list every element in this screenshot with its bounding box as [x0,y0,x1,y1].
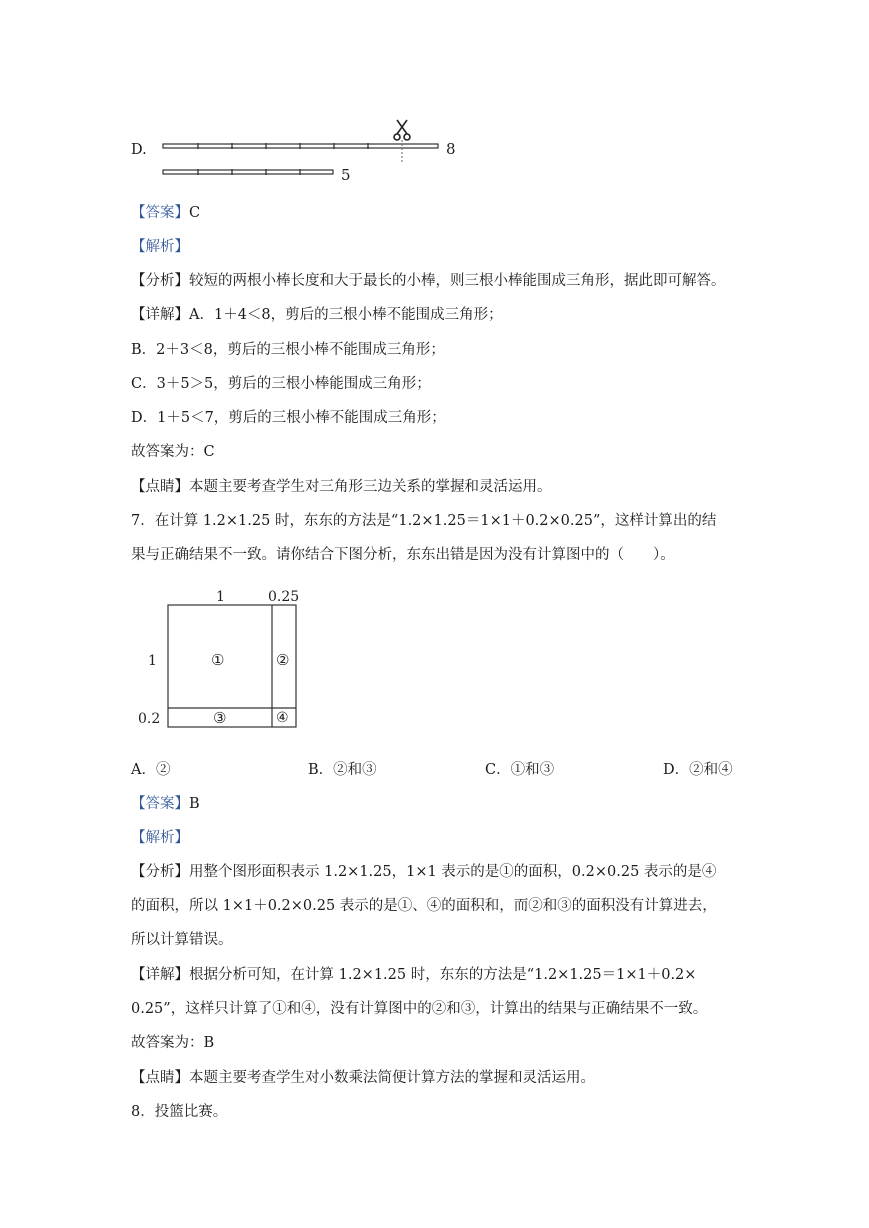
q6-dianjing [131,477,552,497]
short-stick [163,170,333,174]
q7-dianjing [131,1068,595,1088]
q7-option-b: B．②和③ [308,762,377,778]
region-1: ① [211,651,225,669]
xiangjie-a-text: A．1＋4＜8，剪后的三根小棒不能围成三角形； [189,307,503,323]
q6-answer [131,203,200,223]
dianjing-tag: 【点睛】 [131,1070,189,1086]
left-label-1: 1 [148,653,157,669]
top-label-1: 1 [216,589,225,605]
option-d-label: D. [131,142,147,158]
q7-fenxi-line2: 的面积，所以 1×1＋0.2×0.25 表示的是①、④的面积和，而②和③的面积没有计算进去， [131,898,717,914]
q7-stem-line1: 7．在计算 1.2×1.25 时，东东的方法是“1.2×1.25＝1×1＋0.2×0.25”，这样计算出的结 [131,513,717,529]
fenxi-tag: 【分析】 [131,273,189,289]
region-4: ④ [276,710,289,726]
q7-xiangjie-line2: 0.25”，这样只计算了①和④，没有计算图中的②和③，计算出的结果与正确结果不一致。 [131,1001,708,1017]
q6-fenxi [131,271,726,291]
q7-conclusion: 故答案为：B [131,1035,215,1051]
q8-stem: 8．投篮比赛。 [131,1104,228,1120]
scissors-icon [394,120,410,140]
fenxi-tag: 【分析】 [131,864,189,880]
answer-value: B [189,796,200,812]
analysis-tag: 【解析】 [131,239,189,255]
region-2: ② [276,651,290,669]
q6-xiangjie-d: D．1＋5＜7，剪后的三根小棒不能围成三角形； [131,410,446,426]
region-3: ③ [213,709,227,727]
fenxi-text: 较短的两根小棒长度和大于最长的小棒，则三根小棒能围成三角形，据此即可解答。 [189,273,726,289]
q7-stem-line2: 果与正确结果不一致。请你结合下图分析，东东出错是因为没有计算图中的（ ）。 [131,547,675,563]
xiangjie-tag: 【详解】 [131,967,189,983]
q6-conclusion: 故答案为：C [131,444,215,460]
q7-answer [131,794,200,814]
q7-analysis-heading [131,828,189,848]
q7-xiangjie-line1 [131,965,696,985]
q7-fenxi-line3: 所以计算错误。 [131,932,233,948]
dianjing-text: 本题主要考查学生对小数乘法简便计算方法的掌握和灵活运用。 [189,1070,595,1086]
xiangjie-text-1: 根据分析可知，在计算 1.2×1.25 时，东东的方法是“1.2×1.25＝1×1＋0.2× [189,967,697,983]
answer-value: C [189,205,201,221]
q7-fenxi-line1 [131,862,716,882]
q7-option-c: C．①和③ [485,762,555,778]
top-label-025: 0.25 [268,589,300,605]
q6-xiangjie-b: B．2＋3＜8，剪后的三根小棒不能围成三角形； [131,342,445,358]
q6-xiangjie-a [131,305,503,325]
answer-tag: 【答案】 [131,796,189,812]
q7-option-a: A．② [131,762,171,778]
analysis-tag: 【解析】 [131,830,189,846]
q6-xiangjie-c: C．3＋5＞5，剪后的三根小棒能围成三角形； [131,376,431,392]
q7-option-d: D．②和④ [663,762,733,778]
long-stick-label: 8 [446,140,456,158]
q7-area-figure [134,585,309,735]
xiangjie-tag: 【详解】 [131,307,189,323]
option-d-sticks-figure [160,114,460,186]
fenxi-text-1: 用整个图形面积表示 1.2×1.25，1×1 表示的是①的面积，0.2×0.25 表示的是④ [189,864,717,880]
q6-analysis-heading [131,237,189,257]
dianjing-text: 本题主要考查学生对三角形三边关系的掌握和灵活运用。 [189,479,552,495]
dianjing-tag: 【点睛】 [131,479,189,495]
left-label-02: 0.2 [138,711,161,727]
answer-tag: 【答案】 [131,205,189,221]
short-stick-label: 5 [341,166,351,184]
